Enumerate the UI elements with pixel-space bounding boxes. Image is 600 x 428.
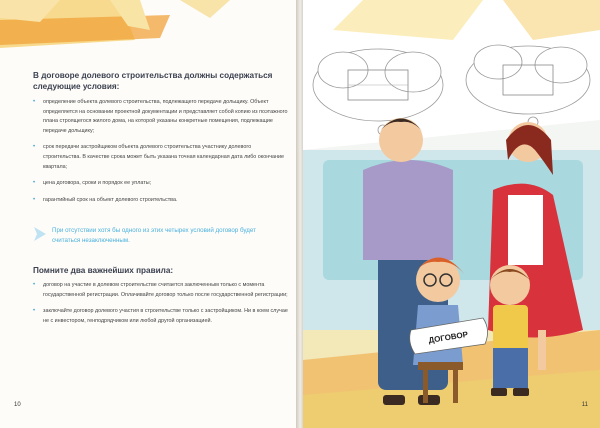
boy-figure: [490, 265, 530, 396]
bullet-icon: •: [33, 308, 36, 315]
list-item: [33, 281, 288, 300]
page-number-left: 10: [14, 402, 21, 408]
bullet-icon: •: [33, 99, 36, 105]
right-page: [303, 0, 600, 428]
list-item: [33, 196, 288, 206]
list-item: [33, 143, 288, 172]
decorative-ribbons: [0, 0, 296, 60]
rule-text: договор на участие в долевом строительстве считается заключенным только с момента государственной регистрации. Оплачивайте договор только после государственной регистрации;: [43, 282, 288, 298]
condition-text: определение объекта долевого строительства, подлежащего передаче дольщику. Объект определяется на основании проектной документации и представляет собой копию из поэтажного плана строящегося жилого дома, на которой указаны конкретные помещения, подлежащие передаче дольщику;: [43, 99, 288, 134]
bullet-icon: •: [33, 180, 36, 187]
bullet-icon: •: [33, 144, 36, 151]
bullet-icon: •: [33, 196, 36, 203]
list-item: [33, 179, 288, 189]
condition-text: срок передачи застройщиком объекта долевого строительства участнику долевого строительства. В качестве срока может быть указана точная календарная дата либо окончание квартала;: [43, 144, 284, 170]
rules-heading: Помните два важнейших правила:: [33, 266, 174, 275]
left-page: [0, 0, 296, 428]
arrow-icon: [34, 227, 46, 241]
rules-list: [33, 281, 288, 333]
contract-label: ДОГОВОР: [427, 329, 469, 346]
list-item: [33, 98, 288, 136]
warning-note: При отсутствии хотя бы одного из этих четырех условий договор будет считаться незаключенным.: [52, 227, 256, 244]
list-item: [33, 307, 288, 326]
page-number-right: 11: [581, 402, 588, 408]
family-illustration: [303, 0, 600, 428]
bullet-icon: •: [33, 282, 36, 288]
condition-text: гарантийный срок на объект долевого строительства.: [43, 196, 178, 203]
conditions-heading: В договоре долевого строительства должны содержаться следующие условия:: [33, 71, 273, 91]
condition-text: цена договора, сроки и порядок ее уплаты;: [43, 180, 152, 187]
conditions-list: [33, 98, 288, 212]
book-gutter: [296, 0, 303, 428]
rule-text: заключайте договор долевого участия в строительстве только с застройщиком. Ни в коем случае не с инвестором, генподрядчиком или любой другой организацией.: [43, 308, 288, 324]
